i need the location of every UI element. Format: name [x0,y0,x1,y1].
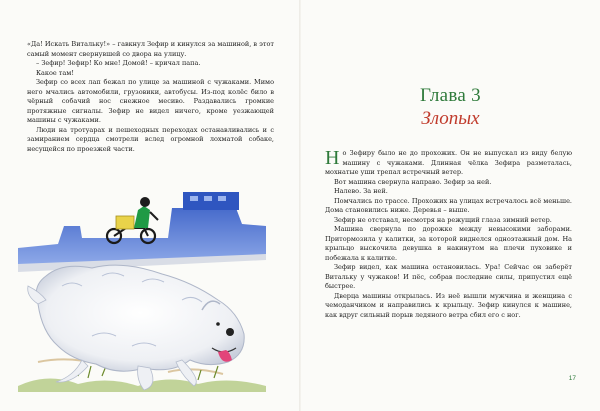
left-page-text [27,40,274,154]
paragraph: Люди на тротуарах и пешеходных переходах останавливались и с замиранием сердца смотрели вслед огромной лохматой собаке, несущейся по проезжей части. [27,125,274,153]
paragraph: Налево. За ней. [334,187,388,195]
paragraph: Зефир со всех лап бежал по улице за машиной с чужаками. Мимо него мчались автомобили, грузовики, автобусы. Из-под колёс било в чёрный собачий нос снежное месиво. Раздавались громкие протяжные сигналы. Зефир не видел ничего, кроме уезжающей машины с чужаками. [27,78,274,124]
chapter-title: Злопых [421,108,480,129]
scooter-rider [107,197,158,243]
paragraph: Какое там! [36,68,74,77]
paragraph: – Зефир! Зефир! Ко мне! Домой! – кричал папа. [36,59,201,67]
first-paragraph-text: о Зефиру было не до прохожих. Он не выпускал из виду белую машину с чужаками. Длинная чёлка Зефира разметалась, мохнатые уши трепал встречный ветер. [325,149,572,176]
paragraph: Помчались по трассе. Прохожих на улицах встречалось всё меньше. Дома становились ниже. Деревья – выше. [325,196,572,214]
paragraph: Зефир видел, как машина остановилась. Ура! Сейчас он заберёт Витальку у чужаков! И пёс, собрав последние силы, припустил ещё быстрее. [325,263,572,290]
left-page [0,0,299,411]
page-number: 17 [568,375,576,382]
right-page-text [325,149,572,320]
paragraph: Вот машина свернула направо. Зефир за ней. [334,177,492,186]
paragraph [325,149,572,178]
drop-cap: Н [325,147,340,169]
paragraph: «Да! Искать Витальку!» – гавкнул Зефир и кинулся за машиной, в этот самый момент свернувшей со двора на улицу. [27,40,274,58]
paragraph: Зефир не отставал, несмотря на режущий глаза зимний ветер. [334,215,552,224]
paragraph: Дверца машины открылась. Из неё вышли мужчина и женщина с чемоданчиком и направились к крыльцу. Зефир кинулся к машине, как вдруг сильный порыв ледяного ветра сбил его с ног. [325,291,572,319]
running-dog-illustration [18,186,266,392]
chapter-number: Глава 3 [420,85,481,106]
paragraph: Машина свернула по дорожке между невысокими заборами. Притормозила у калитки, за которой виднелся одноэтажный дом. На крыльцо выскочила девушка в накинутом на плечи пуховике и побежала к калитке. [325,225,572,262]
right-page [301,0,600,411]
